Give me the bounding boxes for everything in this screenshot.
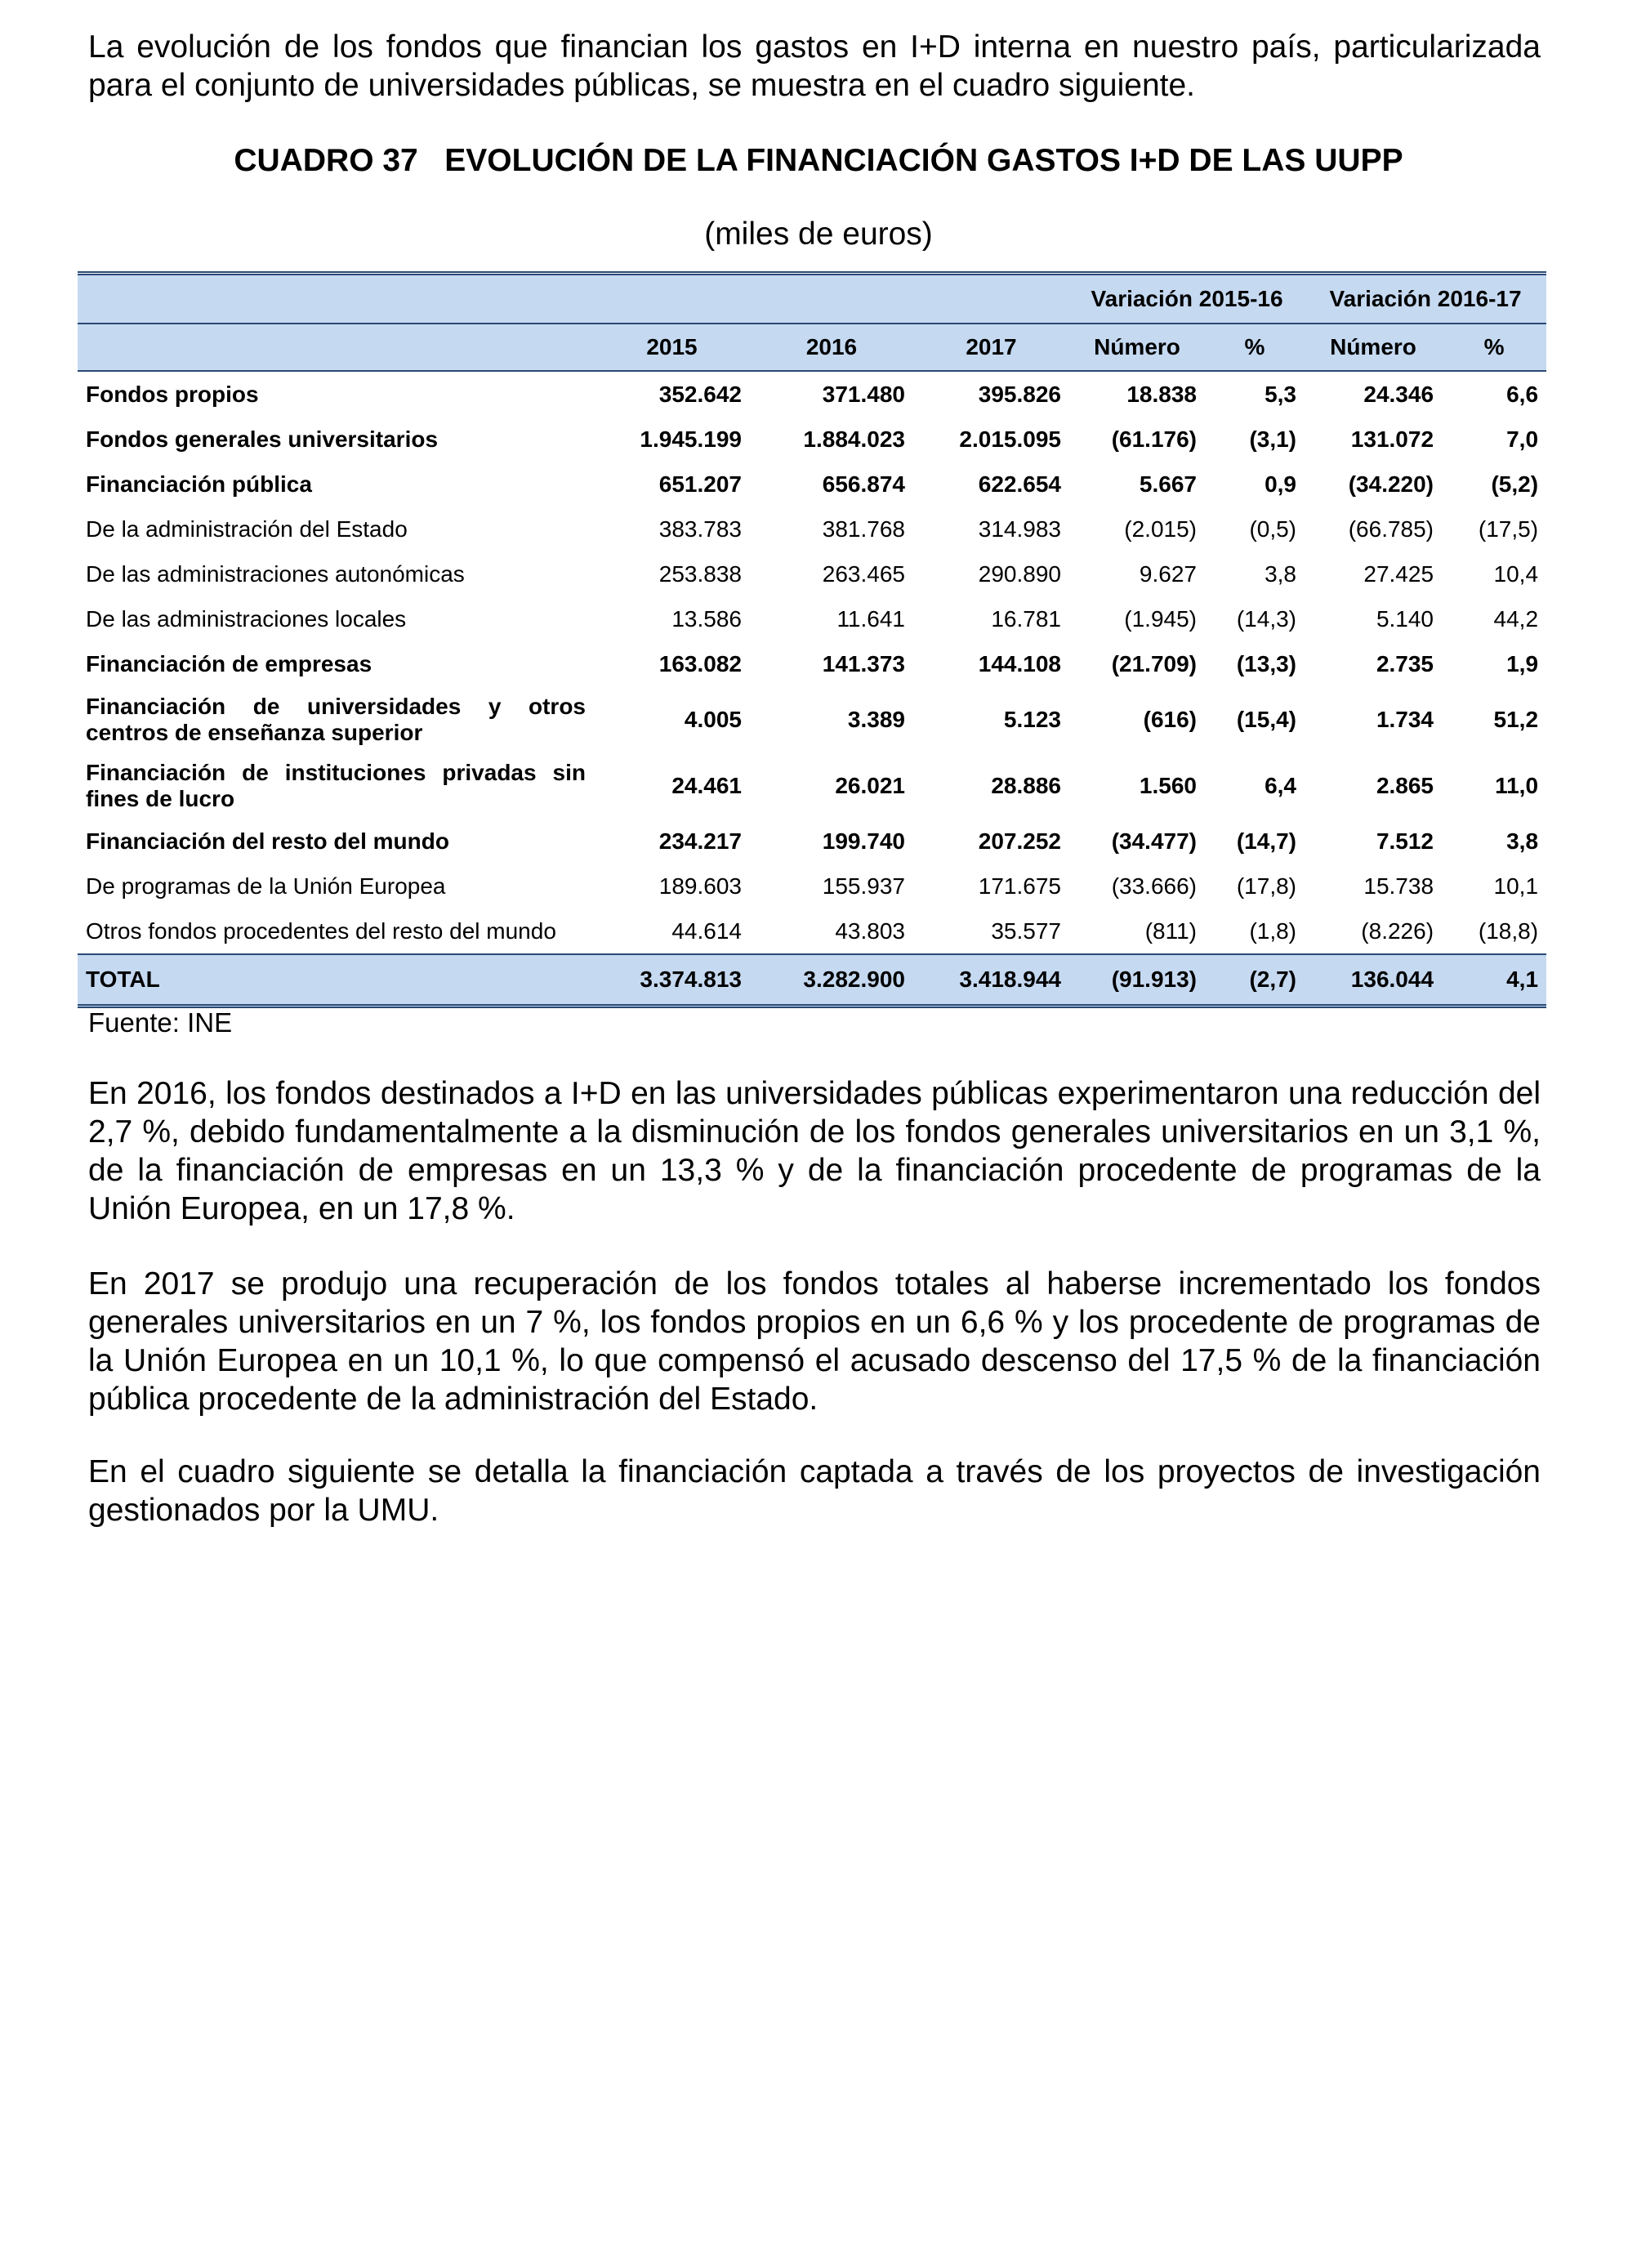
row-value: 2.735: [1376, 650, 1434, 676]
row-value: 263.465: [822, 560, 905, 587]
row-value: 24.346: [1363, 381, 1434, 407]
row-value: (14,7): [1236, 828, 1297, 854]
row-label: Financiación de instituciones privadas sin fines de lucro: [86, 759, 586, 811]
row-value: 131.072: [1350, 426, 1434, 452]
row-value: 656.874: [822, 471, 905, 497]
table-row: [78, 551, 1546, 596]
row-value: 7.512: [1376, 828, 1434, 854]
row-value: 16.781: [991, 605, 1061, 632]
row-value: (13,3): [1236, 650, 1297, 676]
table-row: [78, 819, 1546, 864]
row-value: (1,8): [1249, 917, 1297, 944]
row-value: 651.207: [658, 471, 742, 497]
table-row: [78, 864, 1546, 909]
source-note: Fuente: INE: [88, 1007, 233, 1038]
header-blank: [78, 274, 1069, 324]
row-value: 7,0: [1506, 426, 1539, 452]
row-value: 5.140: [1376, 605, 1434, 632]
row-label: Financiación pública: [86, 471, 312, 497]
row-value: 6,4: [1265, 772, 1297, 798]
row-value: 3,8: [1506, 828, 1539, 854]
row-label: Otros fondos procedentes del resto del mundo: [86, 917, 556, 944]
table-row: [78, 686, 1546, 752]
row-value: (8.226): [1361, 917, 1434, 944]
total-row: [78, 954, 1546, 1007]
row-value: 5.123: [1003, 706, 1061, 732]
row-value: 314.983: [978, 516, 1061, 542]
row-value: (2.015): [1124, 516, 1197, 542]
total-value: 3.418.944: [913, 954, 1069, 1007]
table-row: [78, 752, 1546, 819]
total-value: 136.044: [1305, 954, 1442, 1007]
row-label: De las administraciones locales: [86, 605, 407, 632]
intro-paragraph: La evolución de los fondos que financian los gastos en I+D interna en nuestro país, particularizada para el conjunto de universidades públicas, se muestra en el cuadro siguiente.: [88, 29, 1541, 103]
row-value: 1,9: [1506, 650, 1539, 676]
table-row: [78, 371, 1546, 417]
header-column-row: [78, 324, 1546, 371]
row-value: 1.945.199: [640, 426, 742, 452]
row-value: (33.666): [1111, 873, 1197, 899]
row-value: 10,1: [1493, 873, 1539, 899]
row-value: 5,3: [1265, 381, 1297, 407]
paragraph-umu: En el cuadro siguiente se detalla la financiación captada a través de los proyectos de investigación gestionados por la UMU.: [88, 1454, 1541, 1528]
row-label: Fondos generales universitarios: [86, 426, 439, 452]
header-group-variation-2015-16: Variación 2015-16: [1069, 274, 1305, 324]
table-body: [78, 371, 1546, 1007]
total-label: TOTAL: [78, 954, 594, 1007]
row-label: Fondos propios: [86, 381, 259, 407]
row-value: 207.252: [978, 828, 1061, 854]
row-value: 11.641: [836, 605, 905, 632]
table-row: [78, 596, 1546, 641]
row-label: De programas de la Unión Europea: [86, 873, 446, 899]
row-value: 381.768: [822, 516, 905, 542]
row-value: 51,2: [1493, 706, 1539, 732]
row-value: (616): [1143, 706, 1197, 732]
financing-table: [78, 271, 1546, 1008]
row-value: (811): [1144, 917, 1197, 944]
row-value: 383.783: [658, 516, 742, 542]
row-value: 15.738: [1363, 873, 1434, 899]
row-value: (34.477): [1111, 828, 1197, 854]
row-value: 18.838: [1126, 381, 1197, 407]
row-value: 144.108: [978, 650, 1061, 676]
row-value: 28.886: [991, 772, 1061, 798]
row-value: 189.603: [658, 873, 742, 899]
row-value: (34.220): [1348, 471, 1434, 497]
row-value: 199.740: [822, 828, 905, 854]
row-value: (15,4): [1236, 706, 1297, 732]
row-value: 4.005: [684, 706, 742, 732]
total-value: (2,7): [1205, 954, 1305, 1007]
row-value: 2.865: [1376, 772, 1434, 798]
total-value: 4,1: [1442, 954, 1546, 1007]
row-value: 1.734: [1376, 706, 1434, 732]
row-value: 35.577: [991, 917, 1061, 944]
table-row: [78, 507, 1546, 551]
row-value: 1.560: [1139, 772, 1197, 798]
row-value: (0,5): [1249, 516, 1297, 542]
row-value: (61.176): [1111, 426, 1197, 452]
row-value: 155.937: [822, 873, 905, 899]
total-value: 3.374.813: [594, 954, 750, 1007]
row-value: 253.838: [658, 560, 742, 587]
table-row: [78, 909, 1546, 954]
header-col-2016: 2016: [750, 324, 913, 371]
header-col-2015: 2015: [594, 324, 750, 371]
row-value: 290.890: [978, 560, 1061, 587]
row-label: De las administraciones autonómicas: [86, 560, 465, 587]
row-value: (14,3): [1236, 605, 1297, 632]
row-value: (1.945): [1124, 605, 1197, 632]
table-title: CUADRO 37 EVOLUCIÓN DE LA FINANCIACIÓN GASTOS I+D DE LAS UUPP: [234, 143, 1403, 178]
header-col-numero-16-17: Número: [1305, 324, 1442, 371]
header-group-variation-2016-17: Variación 2016-17: [1305, 274, 1546, 324]
header-col-pct-15-16: %: [1205, 324, 1305, 371]
row-value: (5,2): [1491, 471, 1539, 497]
table-row: [78, 641, 1546, 686]
row-value: 2.015.095: [959, 426, 1061, 452]
row-value: 43.803: [835, 917, 905, 944]
total-value: (91.913): [1069, 954, 1205, 1007]
table-row: [78, 417, 1546, 462]
row-value: (3,1): [1249, 426, 1297, 452]
row-value: 141.373: [822, 650, 905, 676]
header-group-row: [78, 274, 1546, 324]
row-value: 11,0: [1495, 772, 1539, 798]
row-value: (17,5): [1478, 516, 1539, 542]
row-value: 3,8: [1265, 560, 1297, 587]
header-col-2017: 2017: [913, 324, 1069, 371]
row-value: 24.461: [671, 772, 742, 798]
row-value: 163.082: [658, 650, 742, 676]
row-label: Financiación de empresas: [86, 650, 372, 676]
row-label: Financiación de universidades y otros centros de enseñanza superior: [86, 693, 586, 745]
table-units: (miles de euros): [704, 217, 933, 252]
row-value: 26.021: [835, 772, 905, 798]
row-value: 3.389: [847, 706, 905, 732]
paragraph-2016: En 2016, los fondos destinados a I+D en las universidades públicas experimentaron una reducción del 2,7 %, debido fundamentalmente a la disminución de los fondos generales universitarios en un 3,1 %, de la financiación de empresas en un 13,3 % y de la financiación procedente de programas de la Unión Europea, en un 17,8 %.: [88, 1076, 1541, 1226]
table-row: [78, 462, 1546, 507]
row-value: 13.586: [671, 605, 742, 632]
row-value: 5.667: [1139, 471, 1197, 497]
row-value: 6,6: [1506, 381, 1539, 407]
row-value: 0,9: [1265, 471, 1297, 497]
header-col-pct-16-17: %: [1442, 324, 1546, 371]
row-label: De la administración del Estado: [86, 516, 408, 542]
row-label: Financiación del resto del mundo: [86, 828, 449, 854]
row-value: 1.884.023: [803, 426, 905, 452]
row-value: 27.425: [1363, 560, 1434, 587]
row-value: 352.642: [658, 381, 742, 407]
row-value: (17,8): [1236, 873, 1297, 899]
total-value: 3.282.900: [750, 954, 913, 1007]
row-value: 44.614: [671, 917, 742, 944]
row-value: 234.217: [658, 828, 742, 854]
row-value: (18,8): [1478, 917, 1539, 944]
row-value: 171.675: [978, 873, 1061, 899]
row-value: 44,2: [1493, 605, 1539, 632]
row-value: 622.654: [978, 471, 1061, 497]
row-value: 371.480: [822, 381, 905, 407]
header-col-numero-15-16: Número: [1069, 324, 1205, 371]
row-value: 395.826: [978, 381, 1061, 407]
paragraph-2017: En 2017 se produjo una recuperación de los fondos totales al haberse incrementado los fondos generales universitarios en un 7 %, los fondos propios en un 6,6 % y los procedente de programas de la Unión Europea en un 10,1 %, lo que compensó el acusado descenso del 17,5 % de la financiación pública procedente de la administración del Estado.: [88, 1266, 1541, 1417]
row-value: (66.785): [1348, 516, 1434, 542]
header-label-blank: [78, 324, 594, 371]
row-value: (21.709): [1111, 650, 1197, 676]
row-value: 10,4: [1493, 560, 1539, 587]
row-value: 9.627: [1139, 560, 1197, 587]
